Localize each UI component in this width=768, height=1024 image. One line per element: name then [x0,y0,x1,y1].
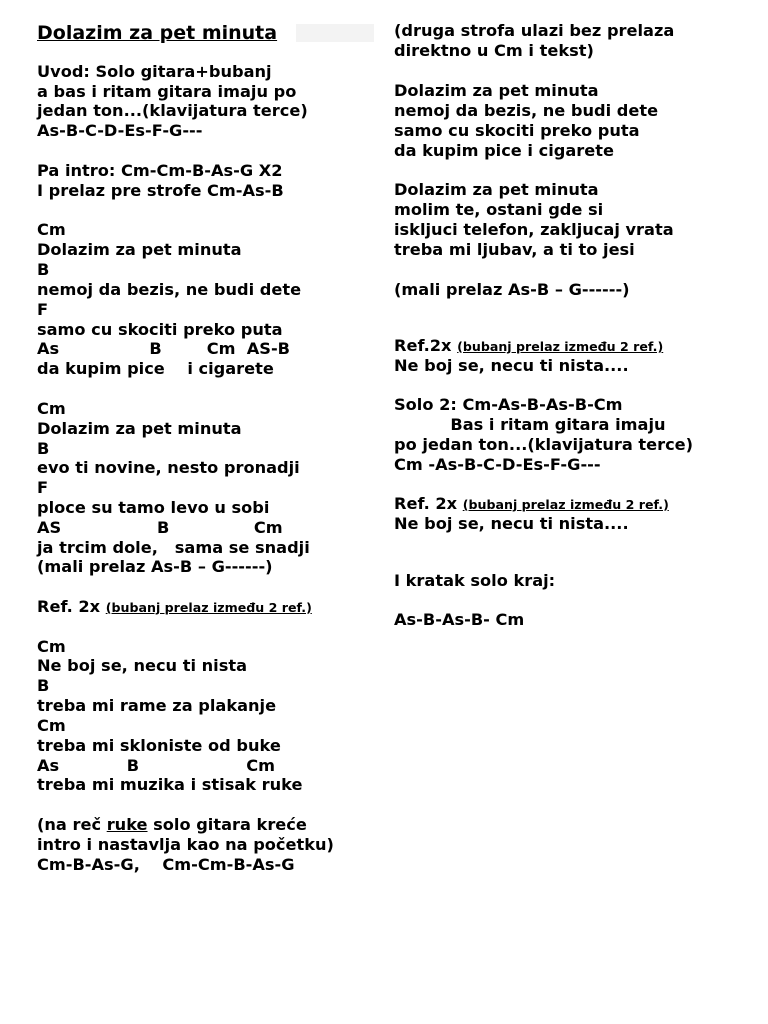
refrain-heading [394,494,669,514]
intro-line: I prelaz pre strofe Cm-As-B [37,181,284,200]
chord-line: F [37,478,49,497]
chord-line: As B Cm AS-B [37,339,291,358]
chord-line: Cm -As-B-C-D-Es-F-G--- [394,455,601,474]
refrain-note: (bubanj prelaz između 2 ref.) [457,339,664,354]
chord-line: B [37,439,50,458]
chord-line: As B Cm [37,756,275,775]
solo-note: intro i nastavlja kao na početku) [37,835,334,854]
solo-line: Bas i ritam gitara imaju [394,415,666,434]
chord-line: B [37,260,50,279]
lyric-line: iskljuci telefon, zakljucaj vrata [394,220,674,239]
refrain-label: Ref.2x [394,336,458,355]
lyric-line: Ne boj se, necu ti nista [37,656,248,675]
solo-line: po jedan ton...(klavijatura terce) [394,435,694,454]
refrain-heading [394,336,663,356]
chord-line: Cm [37,399,66,418]
chord-line: Cm [37,637,66,656]
chord-line: B [37,676,50,695]
underlined-word: ruke [106,815,148,834]
lyric-line: treba mi muzika i stisak ruke [37,775,303,794]
lyric-line: Dolazim za pet minuta [37,240,242,259]
refrain-note: (bubanj prelaz između 2 ref.) [105,600,312,615]
chord-line: Cm [37,716,66,735]
note-line: direktno u Cm i tekst) [394,41,594,60]
solo-note: (na reč ruke solo gitara kreće [37,815,307,834]
song-title: Dolazim za pet minuta [37,22,278,44]
lyric-line: treba mi ljubav, a ti to jesi [394,240,635,259]
chord-line: Cm [37,220,66,239]
outro-note: I kratak solo kraj: [394,571,556,590]
refrain-label: Ref. 2x [37,597,106,616]
chord-line: AS B Cm [37,518,283,537]
intro-line: jedan ton...(klavijatura terce) [37,101,308,120]
lyric-line: treba mi rame za plakanje [37,696,277,715]
lyric-line: Dolazim za pet minuta [394,81,599,100]
lyric-line: samo cu skociti preko puta [37,320,283,339]
lyric-line: nemoj da bezis, ne budi dete [37,280,302,299]
lyric-line: Ne boj se, necu ti nista.... [394,514,629,533]
note-line: (druga strofa ulazi bez prelaza [394,21,675,40]
lyric-line: molim te, ostani gde si [394,200,604,219]
intro-line: a bas i ritam gitara imaju po [37,82,297,101]
lyric-line: da kupim pice i cigarete [37,359,274,378]
title-highlight [296,24,374,42]
lyric-line: nemoj da bezis, ne budi dete [394,101,659,120]
chord-line: F [37,300,49,319]
lyric-line: ja trcim dole, sama se snadji [37,538,310,557]
refrain-note: (bubanj prelaz između 2 ref.) [462,497,669,512]
lyric-line: Dolazim za pet minuta [37,419,242,438]
lyric-line: da kupim pice i cigarete [394,141,614,160]
lyric-line: treba mi skloniste od buke [37,736,281,755]
solo-line: Solo 2: Cm-As-B-As-B-Cm [394,395,623,414]
intro-line: Uvod: Solo gitara+bubanj [37,62,272,81]
lyric-line: ploce su tamo levo u sobi [37,498,270,517]
lyric-line: Dolazim za pet minuta [394,180,599,199]
chord-line: Cm-B-As-G, Cm-Cm-B-As-G [37,855,295,874]
lyric-line: evo ti novine, nesto pronadji [37,458,300,477]
refrain-heading [37,597,312,617]
bridge-note: (mali prelaz As-B – G------) [394,280,630,299]
chord-line: As-B-As-B- Cm [394,610,525,629]
refrain-label: Ref. 2x [394,494,463,513]
lyric-line: Ne boj se, necu ti nista.... [394,356,629,375]
intro-line: Pa intro: Cm-Cm-B-As-G X2 [37,161,283,180]
lyric-line: samo cu skociti preko puta [394,121,640,140]
bridge-note: (mali prelaz As-B – G------) [37,557,273,576]
chord-line: As-B-C-D-Es-F-G--- [37,121,203,140]
